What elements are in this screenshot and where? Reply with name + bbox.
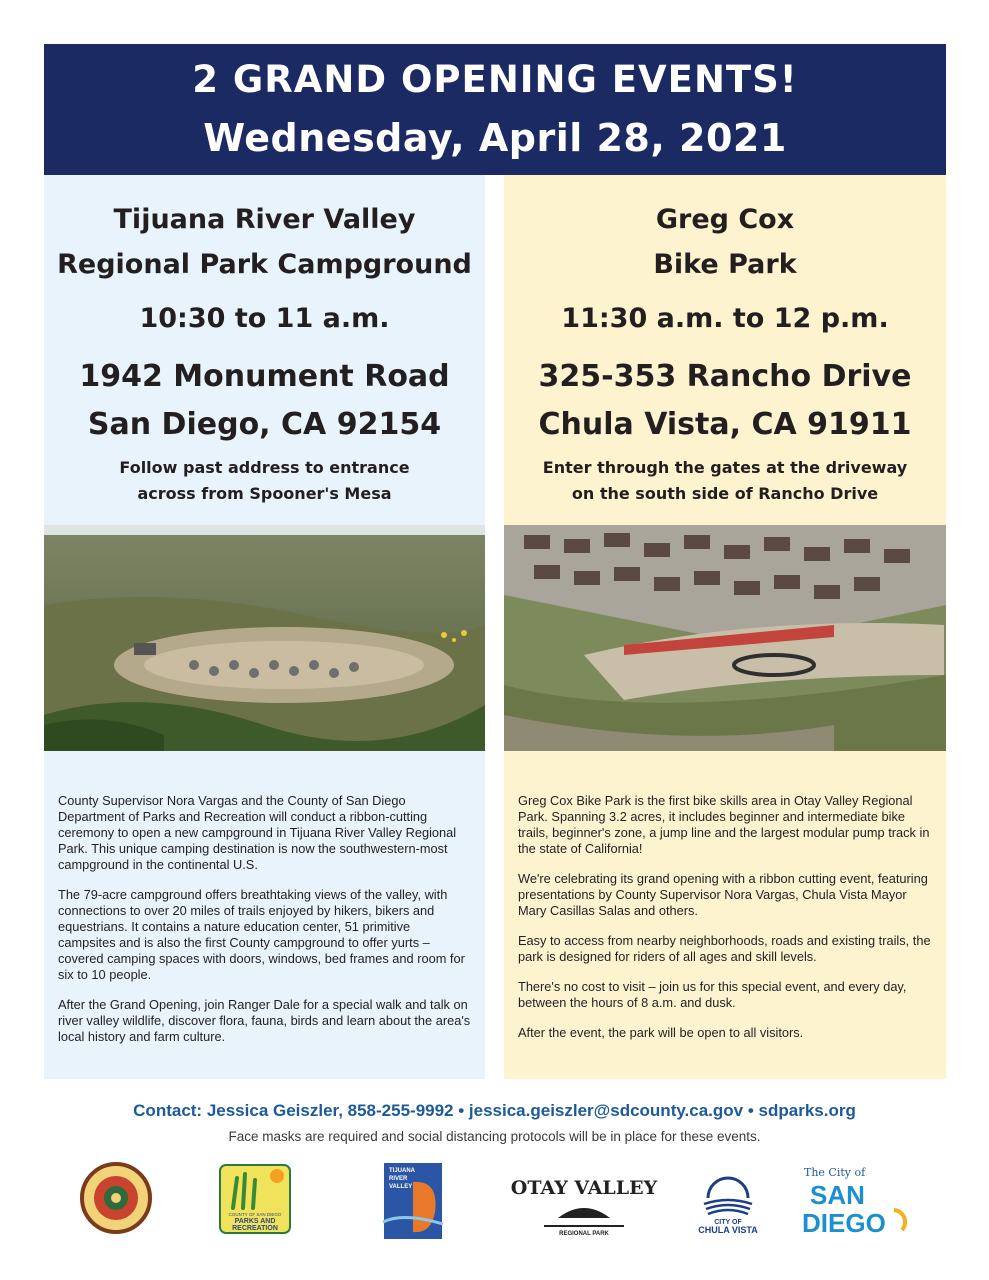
otay-logo-text: OTAY VALLEY	[510, 1177, 658, 1199]
campground-paragraph: The 79-acre campground offers breathtaking views of the valley, with connections to over 20 miles of trails enjoyed by hikers, bikers and equestrians. It contains a nature education center, 51 primitive campsites and is also the first County campground to offer yurts – covered camping spaces with doors, windows, bed frames and room for six to 10 people.	[58, 887, 465, 982]
san-diego-logo-text: SAN	[810, 1180, 865, 1210]
bike-park-directions	[504, 455, 946, 507]
campground-name	[44, 197, 485, 287]
bike-park-directions-line2: on the south side of Rancho Drive	[571, 484, 879, 503]
parks-and-recreation-logo	[219, 1164, 291, 1234]
campground-paragraph: After the Grand Opening, join Ranger Dale for a special walk and talk on river valley wildlife, discover flora, fauna, birds and learn about the area's local history and farm culture.	[58, 997, 471, 1044]
san-diego-logo-text: The City of	[804, 1166, 866, 1179]
campground-directions	[44, 455, 485, 507]
bike-park-directions-line1: Enter through the gates at the driveway	[542, 458, 908, 477]
campground-address-line1: 1942 Monument Road	[79, 359, 450, 394]
contact-line: Contact: Jessica Geiszler, 858-255-9992 • jessica.geiszler@sdcounty.ca.gov • sdparks.org	[133, 1101, 856, 1120]
chula-vista-logo-text: CHULA VISTA	[698, 1225, 758, 1235]
trv-logo-text: TIJUANA	[389, 1168, 416, 1174]
campground-paragraph: County Supervisor Nora Vargas and the County of San Diego Department of Parks and Recreation will conduct a ribbon-cutting ceremony to open a new campground in Tijuana River Valley Regional Park. This unique camping destination is now the southwestern-most campground in the continental U.S.	[58, 793, 457, 872]
bike-park-address	[504, 353, 946, 449]
banner-title: 2 GRAND OPENING EVENTS!	[192, 58, 798, 101]
bike-park-name-line1: Greg Cox	[655, 204, 795, 235]
bike-park-paragraph: Easy to access from nearby neighborhoods, roads and existing trails, the park is designed for riders of all ages and skill levels.	[518, 933, 931, 964]
parks-logo-text: RECREATION	[232, 1225, 278, 1232]
chula-vista-logo-text: CITY OF	[714, 1219, 742, 1226]
trv-logo-text: VALLEY	[389, 1184, 413, 1190]
trv-logo-text: RIVER	[389, 1176, 408, 1182]
san-diego-logo-text: DIEGO	[802, 1208, 886, 1238]
header-banner	[44, 44, 946, 175]
bike-park-photo	[504, 525, 946, 751]
campground-directions-line1: Follow past address to entrance	[119, 458, 410, 477]
bike-park-paragraph: After the event, the park will be open to all visitors.	[518, 1025, 804, 1040]
county-seal-logo	[80, 1162, 152, 1234]
chula-vista-logo	[690, 1168, 766, 1236]
parks-logo-text: COUNTY OF SAN DIEGO	[228, 1212, 282, 1217]
bike-park-time: 11:30 a.m. to 12 p.m.	[561, 303, 889, 334]
city-of-san-diego-logo	[798, 1164, 910, 1236]
campground-directions-line2: across from Spooner's Mesa	[137, 484, 392, 503]
tijuana-river-valley-logo	[383, 1162, 443, 1240]
campground-time: 10:30 to 11 a.m.	[139, 303, 390, 334]
safety-note: Face masks are required and social distancing protocols will be in place for these events.	[228, 1129, 761, 1144]
bike-park-address-line2: Chula Vista, CA 91911	[538, 407, 912, 442]
bike-park-name	[504, 197, 946, 287]
campground-photo	[44, 525, 485, 751]
otay-valley-logo	[510, 1172, 658, 1238]
bike-park-address-line1: 325-353 Rancho Drive	[538, 359, 912, 394]
bike-park-description	[518, 793, 932, 1055]
bike-park-paragraph: There's no cost to visit – join us for this special event, and every day, between the hours of 8 a.m. and dusk.	[518, 979, 907, 1010]
campground-address-line2: San Diego, CA 92154	[87, 407, 442, 442]
campground-name-line1: Tijuana River Valley	[113, 204, 416, 235]
bike-park-panel	[504, 175, 946, 1079]
campground-panel	[44, 175, 485, 1079]
campground-name-line2: Regional Park Campground	[57, 249, 472, 280]
parks-logo-text: PARKS AND	[234, 1218, 276, 1225]
campground-description	[58, 793, 471, 1059]
banner-date: Wednesday, April 28, 2021	[203, 116, 787, 160]
bike-park-name-line2: Bike Park	[653, 249, 797, 280]
otay-logo-text: REGIONAL PARK	[559, 1231, 609, 1237]
bike-park-paragraph: We're celebrating its grand opening with a ribbon cutting event, featuring presentations by County Supervisor Nora Vargas, Chula Vista Mayor Mary Casillas Salas and others.	[518, 871, 928, 918]
bike-park-paragraph: Greg Cox Bike Park is the first bike skills area in Otay Valley Regional Park. Spanning 3.2 acres, it includes beginner and intermediate bike trails, beginner's zone, a jump line and the largest modular pump track in the state of California!	[518, 793, 930, 856]
campground-address	[44, 353, 485, 449]
